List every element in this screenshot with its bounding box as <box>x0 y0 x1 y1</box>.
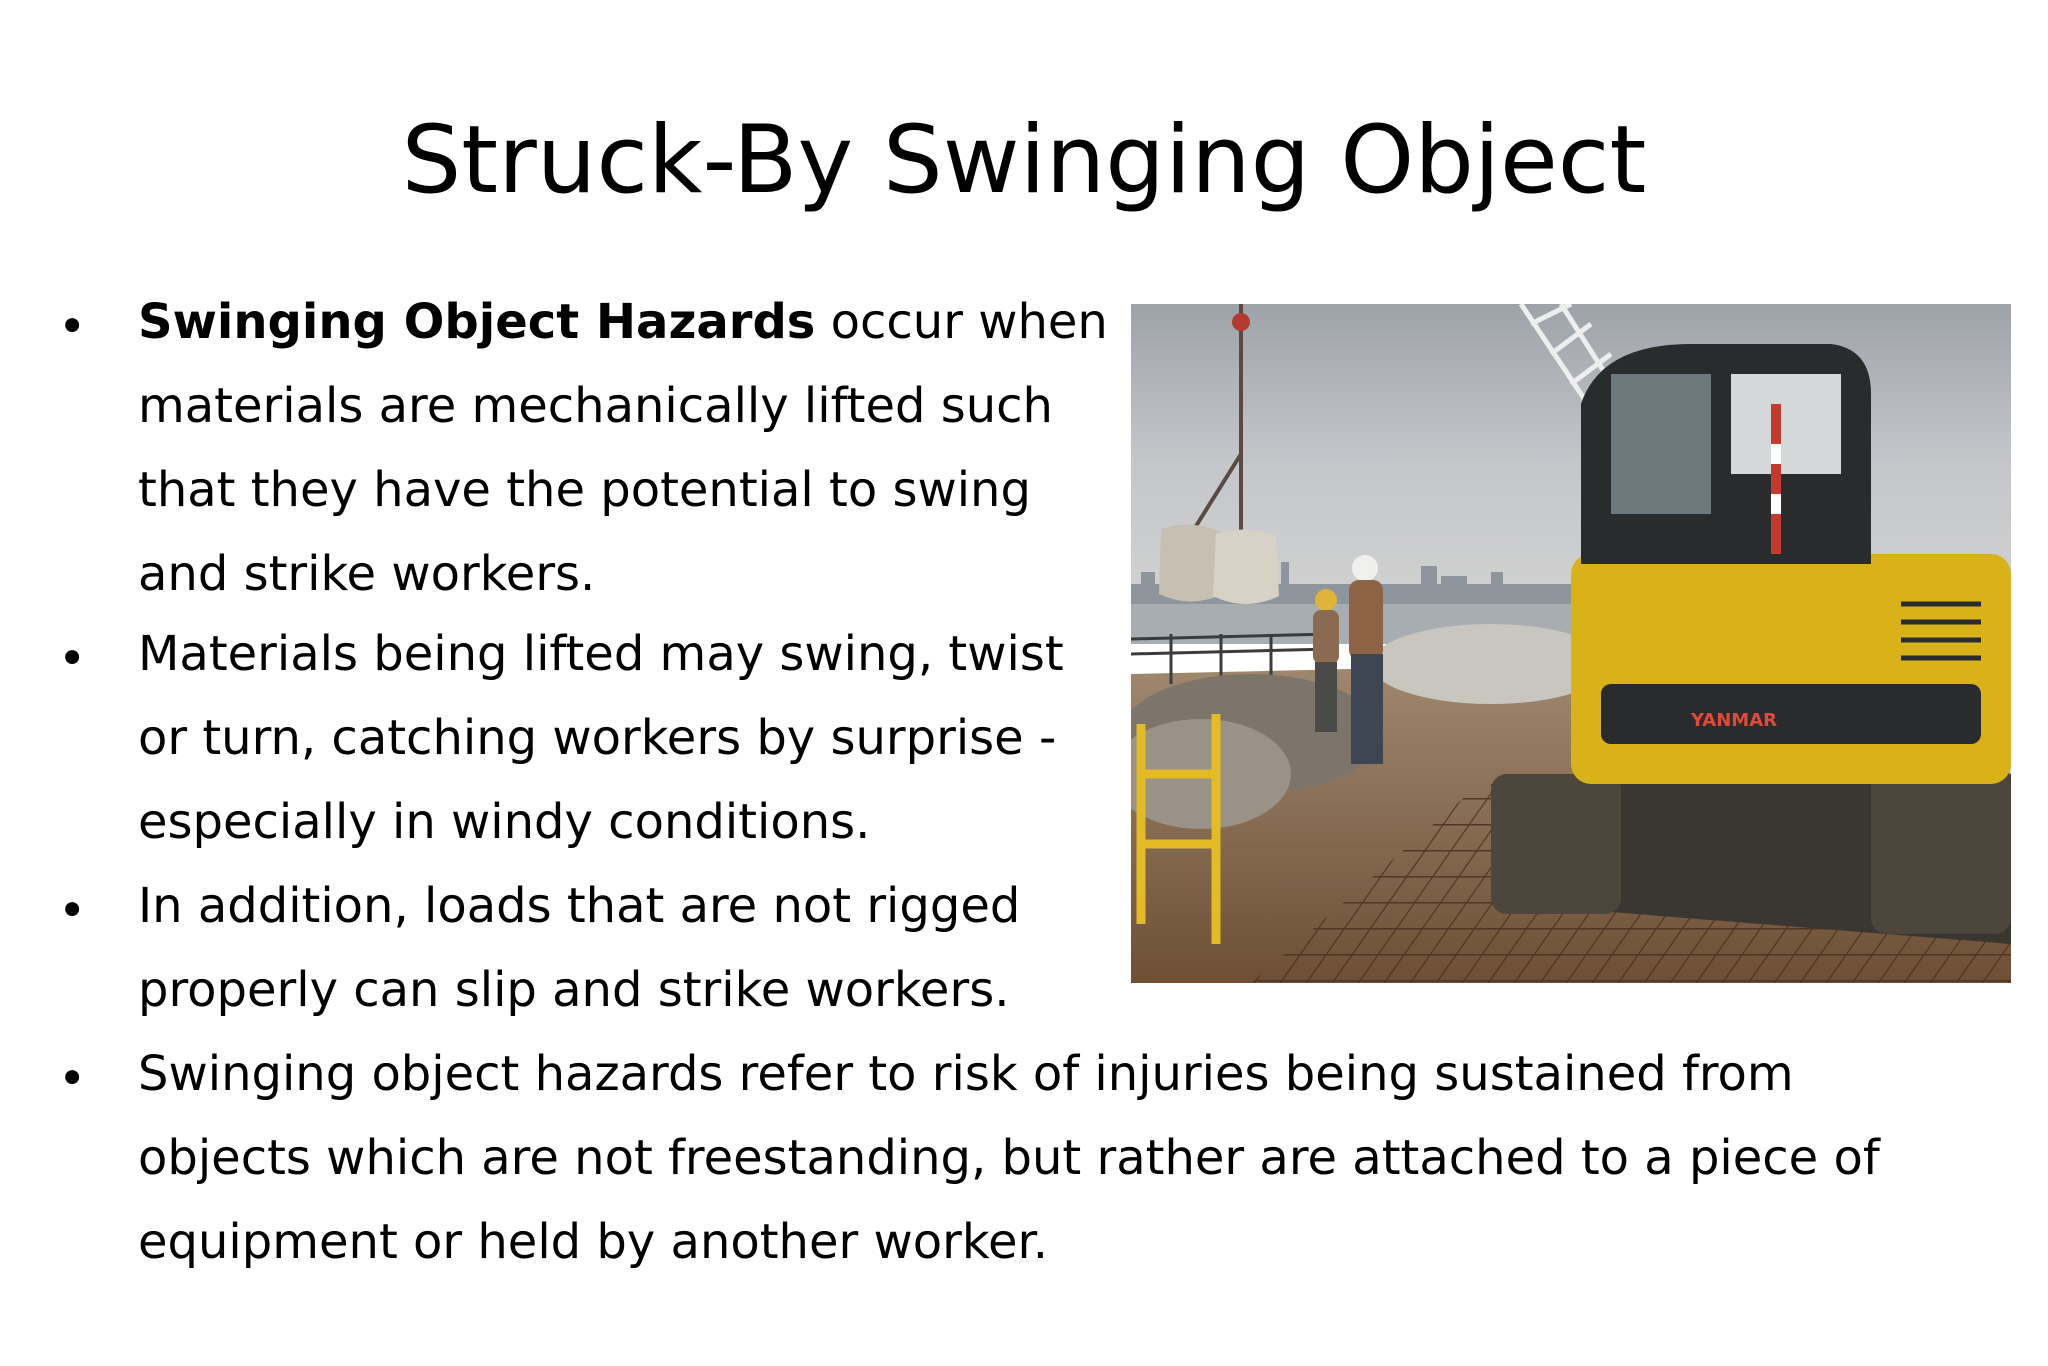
bullet-line: materials are mechanically lifted such <box>138 378 1053 434</box>
slide-title: Struck-By Swinging Object <box>401 106 1647 215</box>
worker-near <box>1349 555 1383 764</box>
bullet-line: Swinging Object Hazards occur when <box>138 294 1108 350</box>
bullet-line: properly can slip and strike workers. <box>138 962 1010 1018</box>
bullet-marker: • <box>58 299 87 355</box>
bullet-marker: • <box>58 883 87 939</box>
bullet-line: equipment or held by another worker. <box>138 1214 1049 1270</box>
bullet-line: In addition, loads that are not rigged <box>138 878 1021 934</box>
bullet-line: Materials being lifted may swing, twist <box>138 626 1064 682</box>
bullet-line: objects which are not freestanding, but rather are attached to a piece of <box>138 1130 1880 1186</box>
bullet-item-3 <box>138 864 1020 1032</box>
bullet-item-4 <box>138 1032 1880 1284</box>
bullet-item-1 <box>138 280 1108 616</box>
crane-hook <box>1232 313 1250 331</box>
bullet-line: especially in windy conditions. <box>138 794 871 850</box>
bullet-item-2 <box>138 612 1064 864</box>
bullet-line: that they have the potential to swing <box>138 462 1031 518</box>
bullet-line: Swinging object hazards refer to risk of injuries being sustained from <box>138 1046 1794 1102</box>
swinging-load <box>1159 525 1279 604</box>
construction-site-photo <box>1131 304 2011 983</box>
excavator-brand-label: YANMAR <box>1691 710 1778 731</box>
bold-term: Swinging Object Hazards <box>138 294 816 350</box>
bullet-marker: • <box>58 1051 87 1107</box>
bullet-marker: • <box>58 631 87 687</box>
bullet-line: and strike workers. <box>138 546 596 602</box>
bullet-line: or turn, catching workers by surprise - <box>138 710 1057 766</box>
